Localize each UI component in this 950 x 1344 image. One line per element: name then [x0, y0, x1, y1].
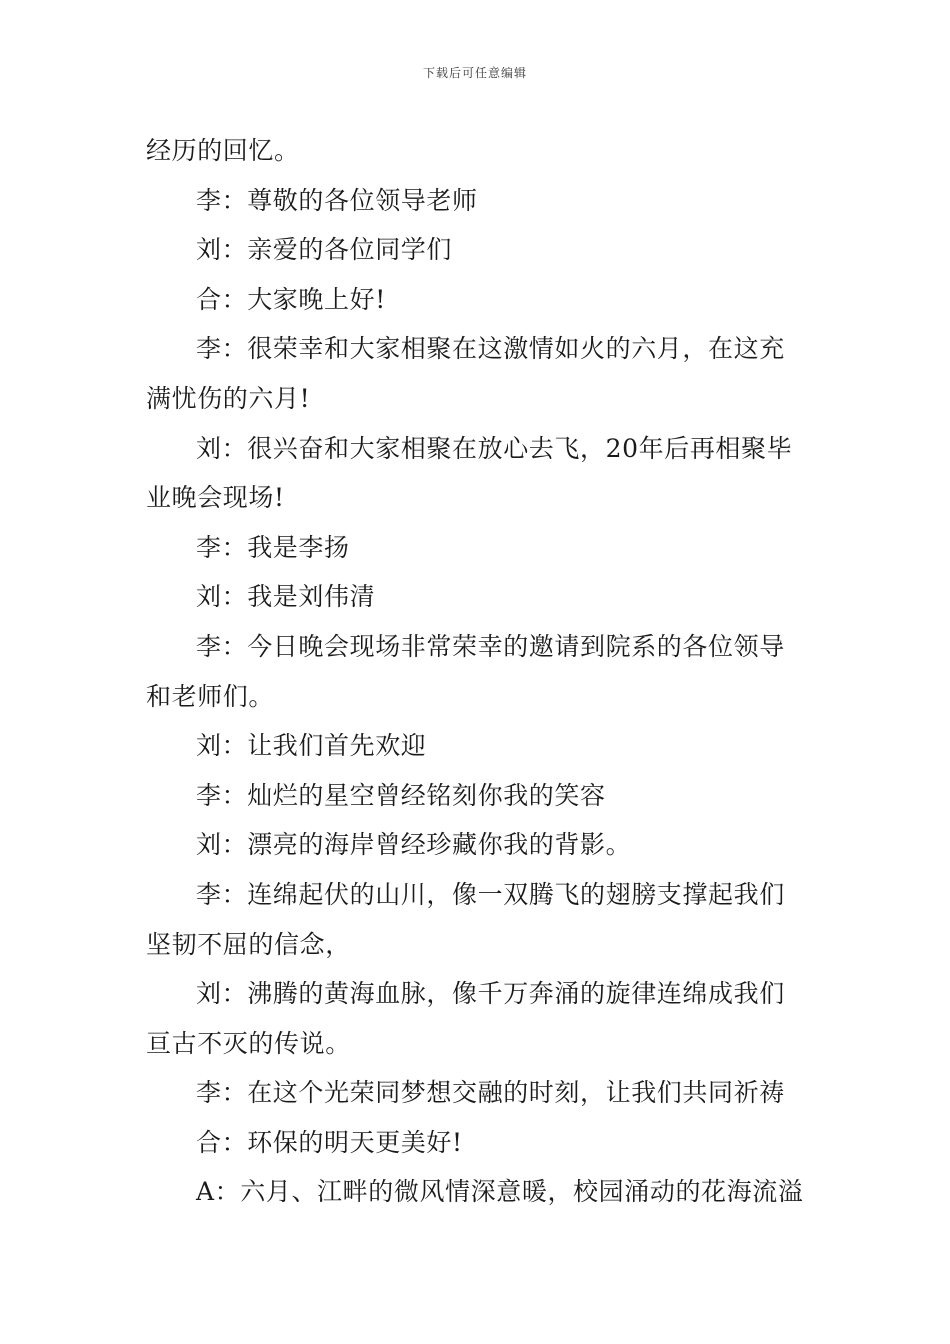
paragraph-10: 刘：让我们首先欢迎	[196, 731, 427, 761]
paragraph-14: 刘：沸腾的黄海血脉，像千万奔涌的旋律连绵成我们亘古不灭的传说。	[146, 979, 785, 1058]
paragraph-16: 合：环保的明天更美好!	[196, 1127, 463, 1157]
page-header-note: 下载后可任意编辑	[422, 66, 527, 80]
paragraph-11: 李：灿烂的星空曾经铭刻你我的笑容	[196, 780, 606, 810]
paragraph-2: 李：尊敬的各位领导老师	[196, 185, 478, 215]
paragraph-7: 李：我是李扬	[196, 532, 350, 562]
document-body	[146, 126, 810, 1217]
paragraph-3: 刘：亲爱的各位同学们	[196, 235, 453, 265]
paragraph-1: 经历的回忆。	[146, 136, 300, 165]
paragraph-5: 李：很荣幸和大家相聚在这激情如火的六月，在这充满忧伤的六月!	[146, 334, 785, 413]
paragraph-6: 刘：很兴奋和大家相聚在放心去飞，20年后再相聚毕业晚会现场!	[146, 433, 793, 513]
paragraph-12: 刘：漂亮的海岸曾经珍藏你我的背影。	[196, 830, 632, 860]
paragraph-8: 刘：我是刘伟清	[196, 582, 376, 612]
paragraph-9: 李：今日晚会现场非常荣幸的邀请到院系的各位领导和老师们。	[146, 631, 785, 711]
paragraph-15: 李：在这个光荣同梦想交融的时刻，让我们共同祈祷	[196, 1078, 785, 1108]
paragraph-4: 合：大家晚上好!	[196, 284, 386, 314]
paragraph-17: A：六月、江畔的微风情深意暖，校园涌动的花海流溢	[196, 1177, 804, 1207]
paragraph-13: 李：连绵起伏的山川，像一双腾飞的翅膀支撑起我们坚韧不屈的信念，	[146, 879, 785, 959]
